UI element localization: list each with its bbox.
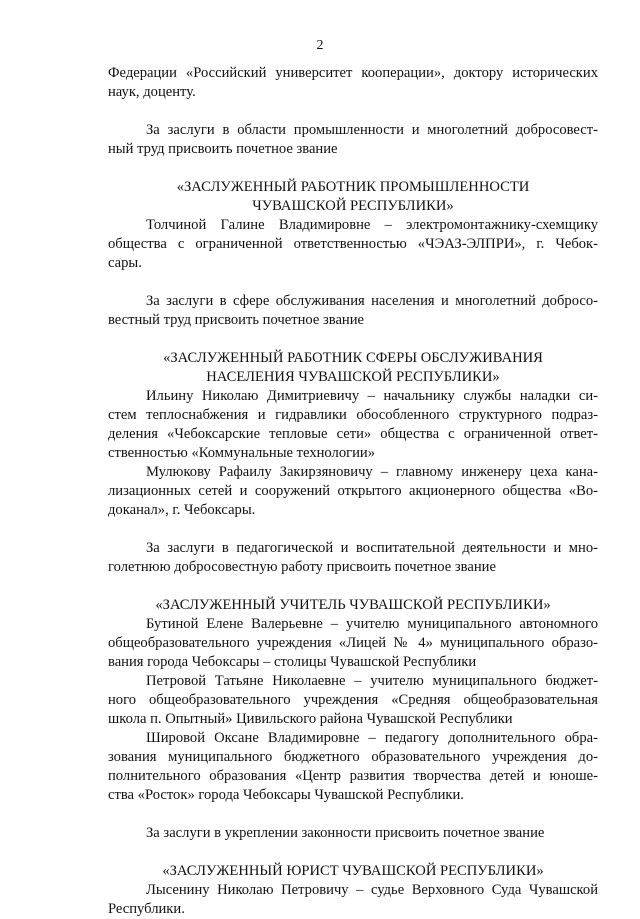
paragraph-gap — [108, 159, 598, 178]
text-line: полнительного образования «Центр развития творчества детей и юноше- — [108, 768, 598, 784]
paragraph-gap — [108, 520, 598, 539]
document-body — [108, 64, 598, 919]
text-line: Ильину Николаю Димитриевичу – начальнику службы наладки си- — [146, 388, 598, 404]
text-line: вания города Чебоксары – столицы Чувашской Республики — [108, 654, 477, 670]
text-line: За заслуги в сфере обслуживания населения и многолетний добросо- — [146, 293, 598, 309]
text-line: общества с ограниченной ответственностью «ЧЭАЗ-ЭЛПРИ», г. Чебок- — [108, 236, 598, 252]
page-number: 2 — [316, 38, 324, 53]
text-line: наук, доценту. — [108, 84, 196, 100]
title-line: «ЗАСЛУЖЕННЫЙ РАБОТНИК ПРОМЫШЛЕННОСТИ — [176, 179, 530, 195]
text-line: Лысенину Николаю Петровичу – судье Верховного Суда Чувашской — [146, 882, 598, 898]
text-line: зования муниципального бюджетного образовательного учреждения до- — [108, 749, 598, 765]
text-line: Бутиной Елене Валерьевне – учителю муниципального автономного — [146, 616, 598, 632]
paragraph-gap — [108, 843, 598, 862]
text-line: Республики. — [108, 901, 185, 917]
title-line: ЧУВАШСКОЙ РЕСПУБЛИКИ» — [252, 198, 454, 214]
text-line: голетнюю добросовестную работу присвоить почетное звание — [108, 559, 496, 575]
text-line: ственностью «Коммунальные технологии» — [108, 445, 376, 461]
text-line: За заслуги в укреплении законности присвоить почетное звание — [146, 825, 545, 841]
text-line: Мулюкову Рафаилу Закирзяновичу – главному инженеру цеха кана- — [146, 464, 598, 480]
title-line: НАСЕЛЕНИЯ ЧУВАШСКОЙ РЕСПУБЛИКИ» — [206, 369, 500, 385]
text-line: Толчиной Галине Владимировне – электромонтажнику-схемщику — [146, 217, 598, 233]
text-line: лизационных сетей и сооружений открытого акционерного общества «Во- — [108, 483, 598, 499]
text-line: школа п. Опытный» Цивильского района Чувашской Республики — [108, 711, 513, 727]
paragraph-gap — [108, 102, 598, 121]
text-line: деления «Чебоксарские тепловые сети» общества с ограниченной ответ- — [108, 426, 598, 442]
title-line: «ЗАСЛУЖЕННЫЙ УЧИТЕЛЬ ЧУВАШСКОЙ РЕСПУБЛИКИ» — [155, 597, 551, 613]
text-line: ного общеобразовательного учреждения «Средняя общеобразовательная — [108, 692, 598, 708]
text-line: стем теплоснабжения и гидравлики обособленного структурного подраз- — [108, 407, 598, 423]
text-line: Петровой Татьяне Николаевне – учителю муниципального бюджет- — [146, 673, 598, 689]
paragraph-gap — [108, 577, 598, 596]
title-line: «ЗАСЛУЖЕННЫЙ ЮРИСТ ЧУВАШСКОЙ РЕСПУБЛИКИ» — [162, 863, 544, 879]
text-line: ный труд присвоить почетное звание — [108, 141, 338, 157]
text-line: За заслуги в области промышленности и многолетний добросовест- — [146, 122, 598, 138]
text-line: сары. — [108, 255, 142, 271]
title-line: «ЗАСЛУЖЕННЫЙ РАБОТНИК СФЕРЫ ОБСЛУЖИВАНИЯ — [163, 350, 543, 366]
text-line: Шировой Оксане Владимировне – педагогу дополнительного обра- — [146, 730, 598, 746]
paragraph-gap — [108, 273, 598, 292]
text-line: доканал», г. Чебоксары. — [108, 502, 256, 518]
text-line: Федерации «Российский университет кооперации», доктору исторических — [108, 65, 598, 81]
paragraph-gap — [108, 805, 598, 824]
text-line: общеобразовательного учреждения «Лицей № 4» муниципального образо- — [108, 635, 598, 651]
text-line: вестный труд присвоить почетное звание — [108, 312, 365, 328]
text-line: ства «Росток» города Чебоксары Чувашской Республики. — [108, 787, 464, 803]
paragraph-gap — [108, 330, 598, 349]
text-line: За заслуги в педагогической и воспитательной деятельности и мно- — [146, 540, 598, 556]
